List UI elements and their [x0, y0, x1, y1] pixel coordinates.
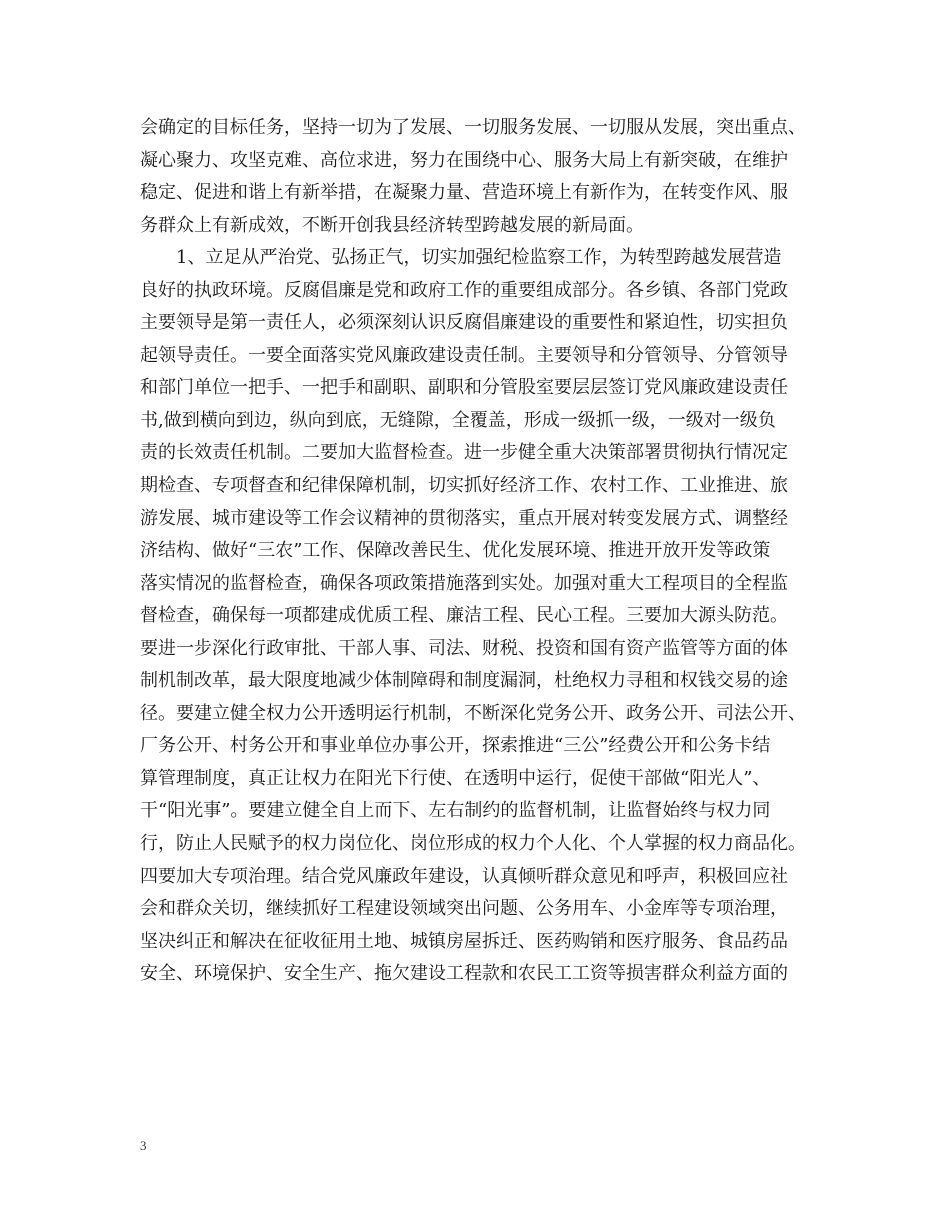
text-line: 务群众上有新成效，不断开创我县经济转型跨越发展的新局面。	[140, 214, 644, 236]
text-line: 济结构、做好“三农”工作、保障改善民生、优化发展环境、推进开放开发等政策	[140, 540, 771, 562]
page-number: 3	[140, 1138, 147, 1153]
text-line: 起领导责任。一要全面落实党风廉政建设责任制。主要领导和分管领导、分管领导	[140, 344, 788, 366]
body-text	[140, 112, 830, 991]
text-line: 坚决纠正和解决在征收征用土地、城镇房屋拆迁、医药购销和医疗服务、食品药品	[140, 930, 788, 952]
text-line: 制机制改革，最大限度地减少体制障碍和制度漏洞，杜绝权力寻租和权钱交易的途	[140, 670, 788, 692]
text-line: 厂务公开、村务公开和事业单位办事公开，探索推进“三公”经费公开和公务卡结	[140, 735, 771, 757]
text-line: 责的长效责任机制。二要加大监督检查。进一步健全重大决策部署贯彻执行情况定	[140, 442, 788, 464]
text-line: 稳定、促进和谐上有新举措，在凝聚力量、营造环境上有新作为，在转变作风、服	[140, 182, 788, 204]
text-line: 游发展、城市建设等工作会议精神的贯彻落实，重点开展对转变发展方式、调整经	[140, 507, 788, 529]
text-line: 会和群众关切，继续抓好工程建设领域突出问题、公务用车、小金库等专项治理，	[140, 898, 788, 920]
text-line: 书,做到横向到边，纵向到底，无缝隙，全覆盖，形成一级抓一级，一级对一级负	[140, 409, 776, 431]
text-line: 四要加大专项治理。结合党风廉政年建设，认真倾听群众意见和呼声，积极回应社	[140, 865, 788, 887]
text-line: 主要领导是第一责任人，必须深刻认识反腐倡廉建设的重要性和紧迫性，切实担负	[140, 312, 788, 334]
text-line: 和部门单位一把手、一把手和副职、副职和分管股室要层层签订党风廉政建设责任	[140, 377, 788, 399]
text-line: 安全、环境保护、安全生产、拖欠建设工程款和农民工工资等损害群众利益方面的	[140, 963, 788, 985]
text-line: 落实情况的监督检查，确保各项政策措施落到实处。加强对重大工程项目的全程监	[140, 572, 788, 594]
text-line: 算管理制度，真正让权力在阳光下行使、在透明中运行，促使干部做“阳光人”、	[140, 767, 771, 789]
paragraph-first-line: 1、立足从严治党、弘扬正气，切实加强纪检监察工作，为转型跨越发展营造	[176, 247, 782, 269]
text-line: 干“阳光事”。要建立健全自上而下、左右制约的监督机制，让监督始终与权力同	[140, 800, 771, 822]
text-line: 期检查、专项督查和纪律保障机制，切实抓好经济工作、农村工作、工业推进、旅	[140, 475, 788, 497]
text-line: 良好的执政环境。反腐倡廉是党和政府工作的重要组成部分。各乡镇、各部门党政	[140, 279, 788, 301]
text-line: 要进一步深化行政审批、干部人事、司法、财税、投资和国有资产监管等方面的体	[140, 637, 788, 659]
text-line: 督检查，确保每一项都建成优质工程、廉洁工程、民心工程。三要加大源头防范。	[140, 605, 788, 627]
text-line: 会确定的目标任务，坚持一切为了发展、一切服务发展、一切服从发展，突出重点、	[140, 117, 806, 138]
text-line: 凝心聚力、攻坚克难、高位求进，努力在围绕中心、服务大局上有新突破，在维护	[140, 149, 788, 171]
text-line: 径。要建立健全权力公开透明运行机制，不断深化党务公开、政务公开、司法公开、	[140, 702, 806, 724]
text-line: 行，防止人民赋予的权力岗位化、岗位形成的权力个人化、个人掌握的权力商品化。	[140, 833, 806, 855]
